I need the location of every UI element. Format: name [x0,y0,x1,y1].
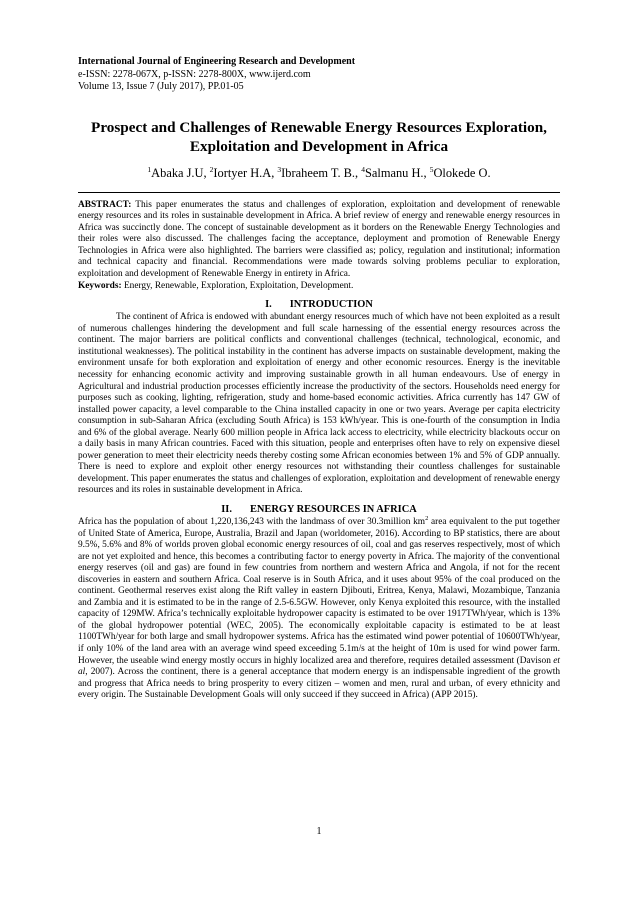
author-name-1: Abaka J.U, [151,165,210,180]
page-number: 1 [316,826,322,837]
paper-title: Prospect and Challenges of Renewable Energy Resources Exploration, Exploitation and Development in Africa [91,118,547,155]
section-number: I. [265,299,272,311]
author-name-2: Iortyer H.A, [213,165,278,180]
author-affil-4: 4 [361,164,365,174]
author-affil-1: 1 [147,164,152,174]
abstract-text: This paper enumerates the status and challenges of exploration, exploitation and development of renewable energy resources and its roles in sustainable development in Africa. A brief review of energy and renewable energy resources in Africa was succinctly done. The concept of sustainable development as it borders on the Renewable Energy Technologies and their roles were also discussed. The challenges facing the acceptance, deployment and promotion of Renewable Energy Technologies in Africa were also highlighted. The barriers were classified as; policy, regulation and institutional; information and technical capacity and financial. Recommendations were made towards solving problems peculiar to exploration, exploitation and development of Renewable Energy in entirety in Africa. [78,199,560,280]
abstract [78,200,560,281]
paragraph-text: Africa has the population of about 1,220,136,243 with the landmass of over 30.3million km [78,517,426,527]
section-heading-energy-resources [78,503,560,516]
journal-issn: e-ISSN: 2278-067X, p-ISSN: 2278-800X, www.ijerd.com [78,68,311,80]
author-name-4: Salmanu H., [364,165,430,180]
superscript: 2 [425,515,429,522]
divider [78,192,560,193]
author-affil-3: 3 [277,164,282,174]
keywords-label: Keywords: [78,280,122,291]
energy-resources-paragraph [78,517,560,702]
author-name-5: Olokede O. [433,165,491,180]
section-title-text: ENERGY RESOURCES IN AFRICA [249,504,417,515]
journal-name: International Journal of Engineering Research and Development [78,56,356,67]
abstract-label: ABSTRACT: [78,199,132,210]
author-name-3: Ibraheem T. B., [281,165,362,180]
section-number: II. [221,504,232,515]
paper-page [78,56,560,702]
citation-et-al: et al [78,655,560,678]
introduction-paragraph: The continent of Africa is endowed with abundant energy resources much of which have not been exploited as a result of numerous challenges hindering the development and full scale harnessing of the essential energy resources across the continent. The major barriers are political conflicts and conventional challenges (technical, technological, economic, and institutional weaknesses). The political instability in the continent has adverse impacts on sustainable development, making the environment unsafe for both exploration and exploitation of energy and other economic resources. Energy is the inevitable necessity for enhancing economic activity and improving sustainable growth in all human endeavours. Use of energy in Agricultural and industrial production processes efficiently increase the productivity of the sectors. Households need energy for purposes such as cooking, lighting, refrigeration, study and home-based economic activities. Africa currently has 147 GW of installed power capacity, a level comparable to the China installed capacity in one or two years. Average per capita electricity consumption in sub-Saharan Africa (excluding South Africa) is 153 kWh/year. This is one-fourth of the consumption in India and 6% of the global average. Nearly 600 million people in Africa lack access to electricity, while electricity blackouts occur on a daily basis in many African countries. Faced with this situation, people and enterprises often have to rely on expensive diesel power generation to meet their electricity needs thereby costing some African economies between 1% and 5% of GDP annually. There is need to explore and exploit other energy resources not withstanding their countless challenges for sustainable development. This paper enumerates the status and challenges of exploration, exploitation and development of renewable energy resources and its roles in sustainable development in Africa. [78,312,560,496]
keywords [78,281,560,293]
author-list [78,165,560,181]
author-affil-2: 2 [209,164,214,174]
paragraph-text: , 2007). Across the continent, there is a general acceptance that modern energy is an indispensable ingredient of the growth and progress that Africa needs to bring prosperity to every citizen – women and men, rural and urban, of every ethnicity and every origin. The Sustainable Development Goals will only succeed if they succeed in Africa) (APP 2015). [78,667,560,701]
journal-header [78,56,560,94]
section-title-text: INTRODUCTION [289,299,373,311]
section-heading-introduction [78,298,560,311]
author-affil-5: 5 [429,164,434,174]
keywords-text: Energy, Renewable, Exploration, Exploitation, Development. [121,280,354,291]
paragraph-text: area equivalent to the put together of United State of America, Europe, Australia, Brazil and Japan (worldometer, 2016). According to BP statistics, there are about 9.5%, 5.6% and 8% of worlds proven global economic energy resources of oil, coal and gas reserves respectively, most of which are not yet exploited and hence, this becomes a contributing factor to energy poverty in Africa. The majority of the conventional energy reserves (oil and gas) are found in few countries from northern and western Africa and Angola, if not for the recent discoveries in eastern and southern Africa. Coal reserve is in South Africa, and it uses about 95% of the coal produced on the continent. Geothermal reserves exist along the Rift valley in eastern Djibouti, Eritrea, Kenya, Malawi, Mozambique, Tanzania and Zambia and it is estimated to be in the range of 2.5-6.5GW. However, only Kenya exploited this resource, with the installed capacity of 129MW. Africa’s technically exploitable hydropower capacity is estimated to be over 1917TWh/year, which is 13% of the global hydropower potential (WEC, 2005). The economically exploitable capacity is estimated to be at least 1100TWh/year for both large and small hydropower systems. Africa has the estimated wind power potential of 10600TWh/year, if only 10% of the land area with an average wind speed exceeding 5.1m/s at the height of 10m is used for wind power farm. However, the useable wind energy mostly occurs in highly localized area and therefore, requires detailed assessment (Davison [78,517,560,666]
journal-volume: Volume 13, Issue 7 (July 2017), PP.01-05 [78,81,244,92]
